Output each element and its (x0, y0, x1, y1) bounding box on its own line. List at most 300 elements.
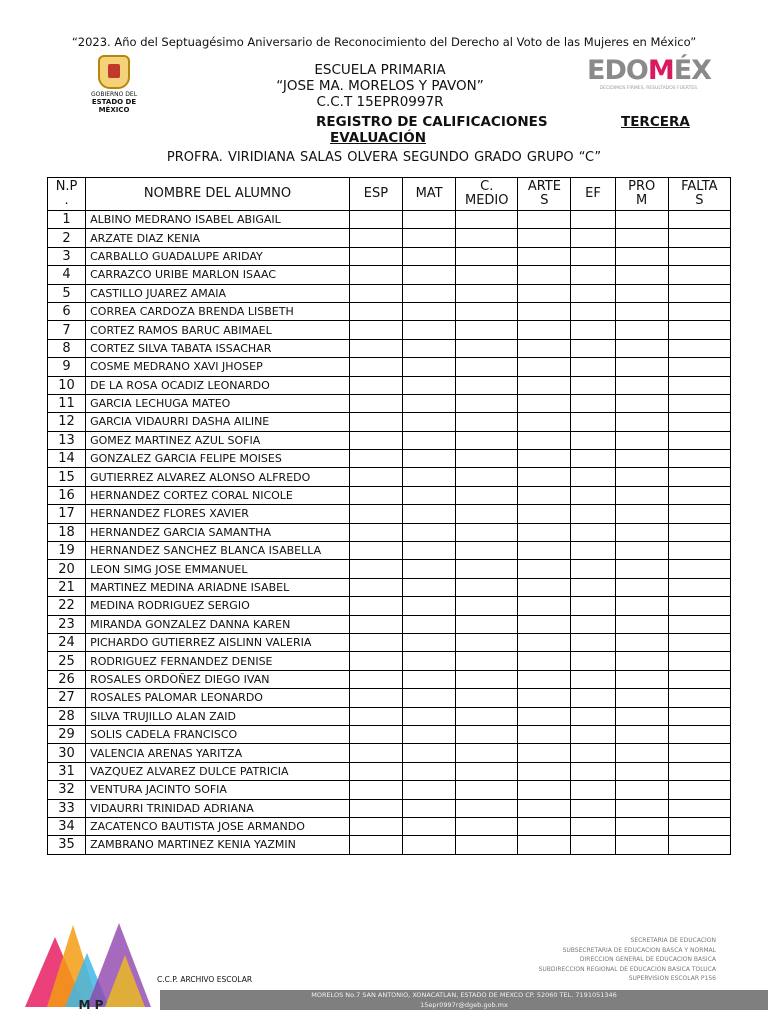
grade-cell-esp[interactable] (349, 542, 402, 560)
table-row (48, 781, 731, 799)
grade-cell-prom[interactable] (615, 450, 668, 468)
grade-cell-artes[interactable] (518, 302, 571, 320)
grade-cell-mat[interactable] (403, 486, 456, 504)
row-number: 28 (48, 707, 86, 725)
grade-cell-ef[interactable] (571, 762, 615, 780)
grade-cell-prom[interactable] (615, 707, 668, 725)
grade-cell-ef[interactable] (571, 358, 615, 376)
grade-cell-mat[interactable] (403, 652, 456, 670)
grade-cell-cmedio[interactable] (456, 229, 518, 247)
student-name: ALBINO MEDRANO ISABEL ABIGAIL (86, 211, 350, 229)
table-row (48, 560, 731, 578)
grade-cell-ef[interactable] (571, 486, 615, 504)
student-name: VAZQUEZ ALVAREZ DULCE PATRICIA (86, 762, 350, 780)
student-name: ROSALES ORDOÑEZ DIEGO IVAN (86, 670, 350, 688)
grade-cell-faltas[interactable] (668, 247, 730, 265)
grade-cell-faltas[interactable] (668, 633, 730, 651)
grade-cell-artes[interactable] (518, 468, 571, 486)
grade-cell-cmedio[interactable] (456, 413, 518, 431)
grade-cell-esp[interactable] (349, 615, 402, 633)
grade-cell-esp[interactable] (349, 707, 402, 725)
grade-cell-prom[interactable] (615, 339, 668, 357)
row-number: 2 (48, 229, 86, 247)
grade-cell-ef[interactable] (571, 560, 615, 578)
grade-cell-esp[interactable] (349, 836, 402, 854)
grade-cell-cmedio[interactable] (456, 836, 518, 854)
grade-cell-esp[interactable] (349, 376, 402, 394)
grade-cell-ef[interactable] (571, 266, 615, 284)
row-number: 34 (48, 817, 86, 835)
grade-cell-prom[interactable] (615, 560, 668, 578)
grade-cell-esp[interactable] (349, 505, 402, 523)
grade-cell-esp[interactable] (349, 560, 402, 578)
grade-cell-cmedio[interactable] (456, 468, 518, 486)
grade-cell-artes[interactable] (518, 597, 571, 615)
grade-cell-faltas[interactable] (668, 431, 730, 449)
grade-cell-faltas[interactable] (668, 211, 730, 229)
grade-cell-mat[interactable] (403, 431, 456, 449)
grade-cell-ef[interactable] (571, 707, 615, 725)
grade-cell-esp[interactable] (349, 450, 402, 468)
grade-cell-mat[interactable] (403, 358, 456, 376)
grade-cell-esp[interactable] (349, 597, 402, 615)
grade-cell-faltas[interactable] (668, 229, 730, 247)
student-name: SOLIS CADELA FRANCISCO (86, 725, 350, 743)
grade-cell-esp[interactable] (349, 284, 402, 302)
grade-cell-artes[interactable] (518, 486, 571, 504)
grade-cell-faltas[interactable] (668, 652, 730, 670)
grade-cell-prom[interactable] (615, 744, 668, 762)
grade-cell-prom[interactable] (615, 670, 668, 688)
grade-cell-prom[interactable] (615, 394, 668, 412)
table-row (48, 707, 731, 725)
grade-cell-cmedio[interactable] (456, 376, 518, 394)
grade-cell-mat[interactable] (403, 229, 456, 247)
grade-cell-faltas[interactable] (668, 413, 730, 431)
table-row (48, 817, 731, 835)
grade-cell-faltas[interactable] (668, 358, 730, 376)
grade-cell-artes[interactable] (518, 266, 571, 284)
student-name: ROSALES PALOMAR LEONARDO (86, 689, 350, 707)
student-name: GARCIA VIDAURRI DASHA AILINE (86, 413, 350, 431)
grade-cell-prom[interactable] (615, 431, 668, 449)
header-cmedio: C. MEDIO (456, 178, 518, 211)
grade-cell-faltas[interactable] (668, 302, 730, 320)
grade-cell-mat[interactable] (403, 247, 456, 265)
grade-cell-ef[interactable] (571, 211, 615, 229)
table-row (48, 247, 731, 265)
grade-cell-artes[interactable] (518, 321, 571, 339)
grade-cell-artes[interactable] (518, 505, 571, 523)
grade-cell-ef[interactable] (571, 652, 615, 670)
grade-cell-cmedio[interactable] (456, 707, 518, 725)
grade-cell-artes[interactable] (518, 560, 571, 578)
grade-cell-ef[interactable] (571, 284, 615, 302)
grade-cell-mat[interactable] (403, 781, 456, 799)
table-row (48, 652, 731, 670)
grade-cell-ef[interactable] (571, 321, 615, 339)
grade-cell-cmedio[interactable] (456, 450, 518, 468)
grade-cell-faltas[interactable] (668, 781, 730, 799)
grade-cell-artes[interactable] (518, 615, 571, 633)
grade-cell-esp[interactable] (349, 689, 402, 707)
grade-cell-mat[interactable] (403, 266, 456, 284)
header-prom: PRO M (615, 178, 668, 211)
student-name: MARTINEZ MEDINA ARIADNE ISABEL (86, 578, 350, 596)
grade-cell-cmedio[interactable] (456, 211, 518, 229)
grade-cell-mat[interactable] (403, 284, 456, 302)
student-name: PICHARDO GUTIERREZ AISLINN VALERIA (86, 633, 350, 651)
grade-cell-mat[interactable] (403, 523, 456, 541)
grade-cell-mat[interactable] (403, 560, 456, 578)
table-header-row (48, 178, 731, 211)
header-name: NOMBRE DEL ALUMNO (86, 178, 350, 211)
grade-cell-artes[interactable] (518, 284, 571, 302)
grade-cell-prom[interactable] (615, 229, 668, 247)
grade-cell-mat[interactable] (403, 836, 456, 854)
grade-cell-artes[interactable] (518, 450, 571, 468)
table-row (48, 799, 731, 817)
grade-cell-faltas[interactable] (668, 762, 730, 780)
grade-cell-mat[interactable] (403, 302, 456, 320)
grade-cell-prom[interactable] (615, 817, 668, 835)
grade-cell-mat[interactable] (403, 542, 456, 560)
grade-cell-prom[interactable] (615, 505, 668, 523)
grade-cell-ef[interactable] (571, 799, 615, 817)
grade-cell-ef[interactable] (571, 597, 615, 615)
row-number: 15 (48, 468, 86, 486)
grade-cell-prom[interactable] (615, 284, 668, 302)
grade-cell-artes[interactable] (518, 211, 571, 229)
grade-cell-ef[interactable] (571, 468, 615, 486)
grade-cell-cmedio[interactable] (456, 578, 518, 596)
table-row (48, 597, 731, 615)
grade-cell-cmedio[interactable] (456, 689, 518, 707)
grade-cell-prom[interactable] (615, 358, 668, 376)
grade-cell-prom[interactable] (615, 413, 668, 431)
grade-cell-prom[interactable] (615, 468, 668, 486)
grade-cell-prom[interactable] (615, 799, 668, 817)
grade-cell-faltas[interactable] (668, 376, 730, 394)
grade-cell-prom[interactable] (615, 266, 668, 284)
student-name: VENTURA JACINTO SOFIA (86, 781, 350, 799)
grade-cell-esp[interactable] (349, 321, 402, 339)
grade-cell-ef[interactable] (571, 376, 615, 394)
grade-cell-artes[interactable] (518, 633, 571, 651)
grade-cell-mat[interactable] (403, 725, 456, 743)
grade-cell-ef[interactable] (571, 431, 615, 449)
school-header (220, 62, 540, 110)
grade-cell-artes[interactable] (518, 247, 571, 265)
grade-cell-artes[interactable] (518, 652, 571, 670)
grade-cell-cmedio[interactable] (456, 670, 518, 688)
grade-cell-prom[interactable] (615, 302, 668, 320)
grade-cell-cmedio[interactable] (456, 542, 518, 560)
header-np: N.P . (48, 178, 86, 211)
grade-cell-mat[interactable] (403, 211, 456, 229)
grade-cell-prom[interactable] (615, 321, 668, 339)
grade-cell-mat[interactable] (403, 762, 456, 780)
grade-cell-mat[interactable] (403, 670, 456, 688)
grade-cell-faltas[interactable] (668, 670, 730, 688)
grade-cell-artes[interactable] (518, 725, 571, 743)
row-number: 16 (48, 486, 86, 504)
grade-cell-mat[interactable] (403, 597, 456, 615)
grade-cell-faltas[interactable] (668, 523, 730, 541)
grade-cell-faltas[interactable] (668, 799, 730, 817)
grade-cell-faltas[interactable] (668, 578, 730, 596)
grade-cell-cmedio[interactable] (456, 597, 518, 615)
grade-cell-ef[interactable] (571, 302, 615, 320)
grade-cell-esp[interactable] (349, 247, 402, 265)
grade-cell-mat[interactable] (403, 339, 456, 357)
grade-cell-faltas[interactable] (668, 836, 730, 854)
grade-cell-faltas[interactable] (668, 284, 730, 302)
grade-cell-faltas[interactable] (668, 597, 730, 615)
header-mat: MAT (403, 178, 456, 211)
grade-cell-cmedio[interactable] (456, 817, 518, 835)
row-number: 29 (48, 725, 86, 743)
grade-cell-cmedio[interactable] (456, 302, 518, 320)
grade-cell-ef[interactable] (571, 836, 615, 854)
grade-cell-cmedio[interactable] (456, 652, 518, 670)
grade-cell-mat[interactable] (403, 615, 456, 633)
grade-cell-prom[interactable] (615, 615, 668, 633)
grade-cell-mat[interactable] (403, 633, 456, 651)
grade-cell-mat[interactable] (403, 394, 456, 412)
grade-cell-mat[interactable] (403, 450, 456, 468)
grade-cell-ef[interactable] (571, 633, 615, 651)
grade-cell-cmedio[interactable] (456, 725, 518, 743)
grade-cell-ef[interactable] (571, 744, 615, 762)
grade-cell-cmedio[interactable] (456, 284, 518, 302)
grade-cell-ef[interactable] (571, 523, 615, 541)
grade-cell-ef[interactable] (571, 689, 615, 707)
grade-cell-faltas[interactable] (668, 817, 730, 835)
grade-cell-ef[interactable] (571, 615, 615, 633)
grade-cell-esp[interactable] (349, 394, 402, 412)
grade-cell-prom[interactable] (615, 247, 668, 265)
grade-cell-cmedio[interactable] (456, 523, 518, 541)
grade-cell-ef[interactable] (571, 725, 615, 743)
grade-cell-esp[interactable] (349, 725, 402, 743)
grade-cell-artes[interactable] (518, 394, 571, 412)
grade-cell-ef[interactable] (571, 229, 615, 247)
grade-cell-esp[interactable] (349, 266, 402, 284)
grade-cell-ef[interactable] (571, 781, 615, 799)
grade-cell-cmedio[interactable] (456, 744, 518, 762)
grade-cell-faltas[interactable] (668, 542, 730, 560)
grade-cell-cmedio[interactable] (456, 615, 518, 633)
grade-cell-mat[interactable] (403, 321, 456, 339)
grade-cell-faltas[interactable] (668, 394, 730, 412)
grade-cell-prom[interactable] (615, 836, 668, 854)
grade-cell-mat[interactable] (403, 817, 456, 835)
student-name: ZACATENCO BAUTISTA JOSE ARMANDO (86, 817, 350, 835)
row-number: 21 (48, 578, 86, 596)
grade-cell-artes[interactable] (518, 413, 571, 431)
grade-cell-ef[interactable] (571, 413, 615, 431)
grade-cell-ef[interactable] (571, 247, 615, 265)
grade-cell-esp[interactable] (349, 633, 402, 651)
state-government-logo (78, 55, 150, 114)
grade-cell-faltas[interactable] (668, 339, 730, 357)
grade-cell-faltas[interactable] (668, 615, 730, 633)
grade-cell-cmedio[interactable] (456, 799, 518, 817)
grade-cell-cmedio[interactable] (456, 321, 518, 339)
grade-cell-prom[interactable] (615, 597, 668, 615)
grade-cell-mat[interactable] (403, 799, 456, 817)
grade-cell-prom[interactable] (615, 376, 668, 394)
grade-cell-cmedio[interactable] (456, 633, 518, 651)
grade-cell-artes[interactable] (518, 542, 571, 560)
grade-cell-mat[interactable] (403, 468, 456, 486)
grade-cell-cmedio[interactable] (456, 394, 518, 412)
grade-cell-cmedio[interactable] (456, 266, 518, 284)
grade-cell-esp[interactable] (349, 523, 402, 541)
sep-hierarchy (480, 936, 716, 984)
grade-cell-cmedio[interactable] (456, 486, 518, 504)
grade-cell-artes[interactable] (518, 817, 571, 835)
grade-cell-ef[interactable] (571, 670, 615, 688)
school-email: 15epr0997r@dgeb.gob.mx (420, 1001, 508, 1009)
grade-cell-artes[interactable] (518, 799, 571, 817)
grade-cell-faltas[interactable] (668, 560, 730, 578)
grade-cell-cmedio[interactable] (456, 431, 518, 449)
grade-cell-ef[interactable] (571, 450, 615, 468)
grade-cell-ef[interactable] (571, 817, 615, 835)
grade-cell-prom[interactable] (615, 781, 668, 799)
grade-cell-esp[interactable] (349, 578, 402, 596)
grade-cell-esp[interactable] (349, 358, 402, 376)
student-name: ZAMBRANO MARTINEZ KENIA YAZMIN (86, 836, 350, 854)
grade-cell-ef[interactable] (571, 542, 615, 560)
student-name: MIRANDA GONZALEZ DANNA KAREN (86, 615, 350, 633)
grade-cell-mat[interactable] (403, 578, 456, 596)
grade-cell-mat[interactable] (403, 707, 456, 725)
grade-cell-artes[interactable] (518, 358, 571, 376)
grade-cell-esp[interactable] (349, 744, 402, 762)
grade-cell-esp[interactable] (349, 762, 402, 780)
row-number: 30 (48, 744, 86, 762)
grade-cell-faltas[interactable] (668, 689, 730, 707)
grade-cell-artes[interactable] (518, 707, 571, 725)
grade-cell-artes[interactable] (518, 431, 571, 449)
grade-cell-artes[interactable] (518, 762, 571, 780)
grade-cell-ef[interactable] (571, 578, 615, 596)
grade-cell-esp[interactable] (349, 302, 402, 320)
grade-cell-cmedio[interactable] (456, 358, 518, 376)
grade-cell-artes[interactable] (518, 376, 571, 394)
grade-cell-artes[interactable] (518, 523, 571, 541)
grade-cell-faltas[interactable] (668, 707, 730, 725)
logo-letters: M P (78, 998, 104, 1012)
grade-cell-artes[interactable] (518, 670, 571, 688)
grade-cell-faltas[interactable] (668, 266, 730, 284)
grade-cell-esp[interactable] (349, 799, 402, 817)
row-number: 12 (48, 413, 86, 431)
grade-cell-faltas[interactable] (668, 486, 730, 504)
gob-logo-line2: ESTADO DE MÉXICO (91, 98, 137, 114)
grade-cell-cmedio[interactable] (456, 781, 518, 799)
grade-cell-ef[interactable] (571, 339, 615, 357)
grade-cell-artes[interactable] (518, 689, 571, 707)
row-number: 27 (48, 689, 86, 707)
grade-cell-cmedio[interactable] (456, 560, 518, 578)
grade-cell-esp[interactable] (349, 229, 402, 247)
grade-cell-prom[interactable] (615, 652, 668, 670)
grade-cell-mat[interactable] (403, 413, 456, 431)
mp-footer-logo (25, 915, 157, 1015)
grade-cell-ef[interactable] (571, 505, 615, 523)
student-name: HERNANDEZ GARCIA SAMANTHA (86, 523, 350, 541)
grade-cell-artes[interactable] (518, 578, 571, 596)
grade-cell-prom[interactable] (615, 578, 668, 596)
grade-cell-faltas[interactable] (668, 744, 730, 762)
grade-cell-esp[interactable] (349, 413, 402, 431)
grade-cell-esp[interactable] (349, 468, 402, 486)
row-number: 4 (48, 266, 86, 284)
grade-cell-prom[interactable] (615, 762, 668, 780)
student-name: GARCIA LECHUGA MATEO (86, 394, 350, 412)
grade-cell-artes[interactable] (518, 781, 571, 799)
grade-cell-prom[interactable] (615, 689, 668, 707)
grade-cell-mat[interactable] (403, 744, 456, 762)
grade-cell-faltas[interactable] (668, 505, 730, 523)
grade-cell-cmedio[interactable] (456, 339, 518, 357)
grade-cell-faltas[interactable] (668, 468, 730, 486)
grade-cell-cmedio[interactable] (456, 762, 518, 780)
grade-cell-esp[interactable] (349, 211, 402, 229)
row-number: 32 (48, 781, 86, 799)
grade-cell-faltas[interactable] (668, 450, 730, 468)
grade-cell-prom[interactable] (615, 542, 668, 560)
grade-cell-prom[interactable] (615, 211, 668, 229)
grade-cell-esp[interactable] (349, 670, 402, 688)
grade-cell-esp[interactable] (349, 339, 402, 357)
grade-cell-prom[interactable] (615, 633, 668, 651)
grade-cell-cmedio[interactable] (456, 505, 518, 523)
grade-cell-mat[interactable] (403, 505, 456, 523)
grade-cell-faltas[interactable] (668, 725, 730, 743)
grade-cell-esp[interactable] (349, 817, 402, 835)
grade-cell-esp[interactable] (349, 652, 402, 670)
grade-cell-faltas[interactable] (668, 321, 730, 339)
row-number: 14 (48, 450, 86, 468)
table-row (48, 762, 731, 780)
sep-line: SECRETARIA DE EDUCACION (630, 937, 716, 944)
grade-cell-esp[interactable] (349, 431, 402, 449)
grade-cell-mat[interactable] (403, 689, 456, 707)
row-number: 22 (48, 597, 86, 615)
grade-cell-cmedio[interactable] (456, 247, 518, 265)
row-number: 13 (48, 431, 86, 449)
grade-cell-prom[interactable] (615, 725, 668, 743)
grade-cell-artes[interactable] (518, 339, 571, 357)
grade-cell-prom[interactable] (615, 523, 668, 541)
grade-cell-artes[interactable] (518, 744, 571, 762)
row-number: 31 (48, 762, 86, 780)
grade-cell-artes[interactable] (518, 836, 571, 854)
grade-cell-esp[interactable] (349, 486, 402, 504)
grade-cell-ef[interactable] (571, 394, 615, 412)
grade-cell-mat[interactable] (403, 376, 456, 394)
grade-cell-prom[interactable] (615, 486, 668, 504)
student-name: GUTIERREZ ALVAREZ ALONSO ALFREDO (86, 468, 350, 486)
grade-cell-esp[interactable] (349, 781, 402, 799)
gob-logo-line1: GOBIERNO DEL (90, 91, 138, 98)
grade-cell-artes[interactable] (518, 229, 571, 247)
